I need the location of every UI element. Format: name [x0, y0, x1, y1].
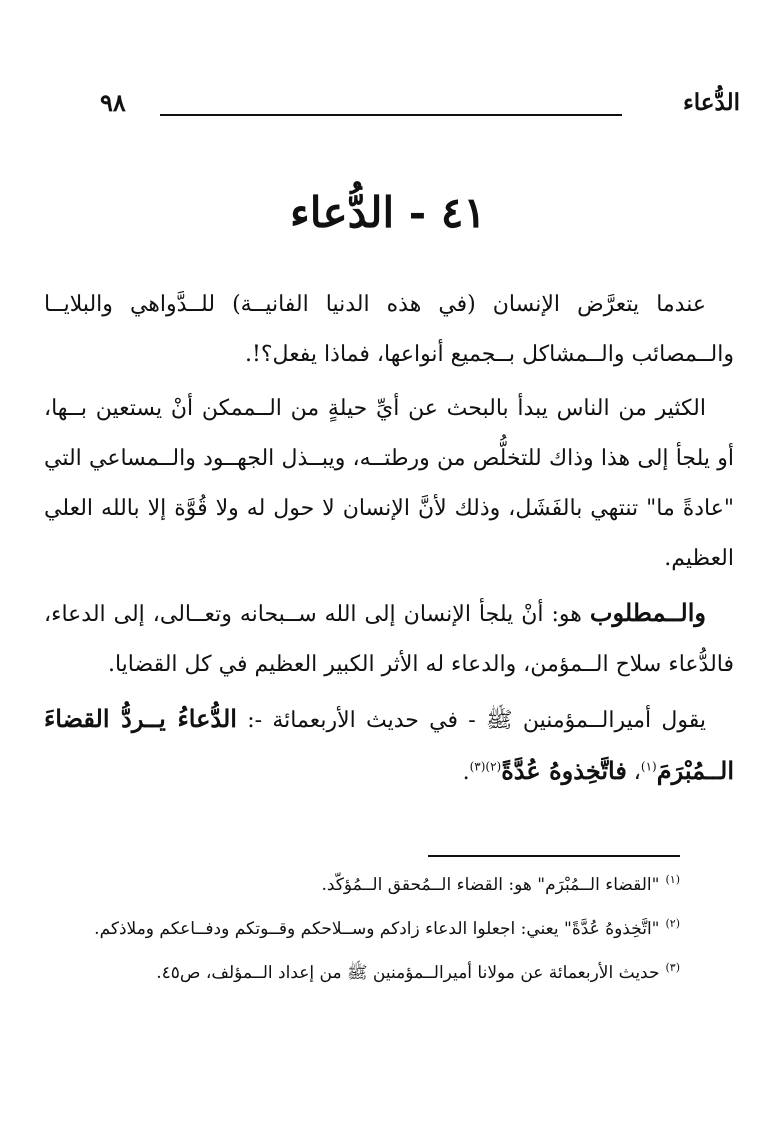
footnote-1 [60, 866, 680, 904]
chapter-heading [0, 183, 776, 243]
footnote-marker-3: (٣) [665, 961, 680, 975]
paragraph-3-bold-lead: والــمطلوب [589, 598, 706, 627]
footnote-3 [60, 954, 680, 992]
paragraph-4-intro: يقول أميرالــمؤمنين ﷺ - في حديث الأربعمائة -: [236, 708, 706, 733]
hadith-quote-part-a: الدُّعاءُ يــردُّ القضاءَ الــمُبْرَمَ [44, 704, 734, 785]
footnote-ref-2[interactable]: (٢) [485, 759, 502, 774]
footnote-marker-2: (٢) [665, 917, 680, 931]
footnote-separator [428, 855, 680, 857]
footnote-ref-3[interactable]: (٣) [469, 759, 486, 774]
header-title: الدُّعاء [682, 89, 740, 116]
footnotes [60, 866, 680, 998]
paragraph-2: الكثير من الناس يبدأ بالبحث عن أيِّ حيلةٍ من الــممكن أنْ يستعين بــها، أو يلجأ إلى هذا وذاك للتخلُّص من ورطتــه، ويبــذل الجهــود والــمساعي التي "عادةً ما" تنتهي بالفَشَل، وذلك لأنَّ الإنسان لا حول له ولا قُوَّة إلا بالله العلي العظيم. [44, 396, 734, 571]
footnote-text-2: "اتَّخِذوهُ عُدَّةً" يعني: اجعلوا الدعاء زادكم وســلاحكم وقــوتكم ودفــاعكم وملاذكم. [94, 919, 660, 939]
footnote-ref-1[interactable]: (١) [640, 759, 657, 774]
header-rule [160, 114, 622, 116]
paragraph-1: عندما يتعرَّض الإنسان (في هذه الدنيا الفانيــة) للــدَّواهي والبلايــا والــمصائب والــمشاكل بــجميع أنواعها، فماذا يفعل؟!. [44, 292, 734, 367]
footnote-2 [60, 910, 680, 948]
footnote-text-3: حديث الأربعمائة عن مولانا أميرالــمؤمنين ﷺ من إعداد الــمؤلف، ص٤٥. [156, 963, 660, 983]
paragraph-4-separator: ، [626, 760, 641, 785]
paragraph-4 [44, 694, 734, 798]
footnote-marker-1: (١) [665, 873, 680, 887]
chapter-heading-text: ٤١ - الدُّعاء [290, 188, 486, 237]
hadith-quote-part-b: فاتَّخِذوهُ عُدَّةً [501, 756, 627, 785]
paragraph-3 [44, 588, 734, 690]
body-text [44, 280, 734, 802]
paragraph-4-end: . [462, 760, 470, 785]
paragraph-3-text: هو: أنْ يلجأ الإنسان إلى الله ســبحانه وتعــالى، إلى الدعاء، فالدُّعاء سلاح الــمؤمن، والدعاء له الأثر الكبير العظيم في كل القضايا. [44, 602, 734, 677]
running-header [40, 88, 740, 122]
footnote-text-1: "القضاء الــمُبْرَم" هو: القضاء الــمُحقق الــمُؤكّد. [321, 875, 660, 895]
page-number: ٩٨ [100, 88, 126, 117]
